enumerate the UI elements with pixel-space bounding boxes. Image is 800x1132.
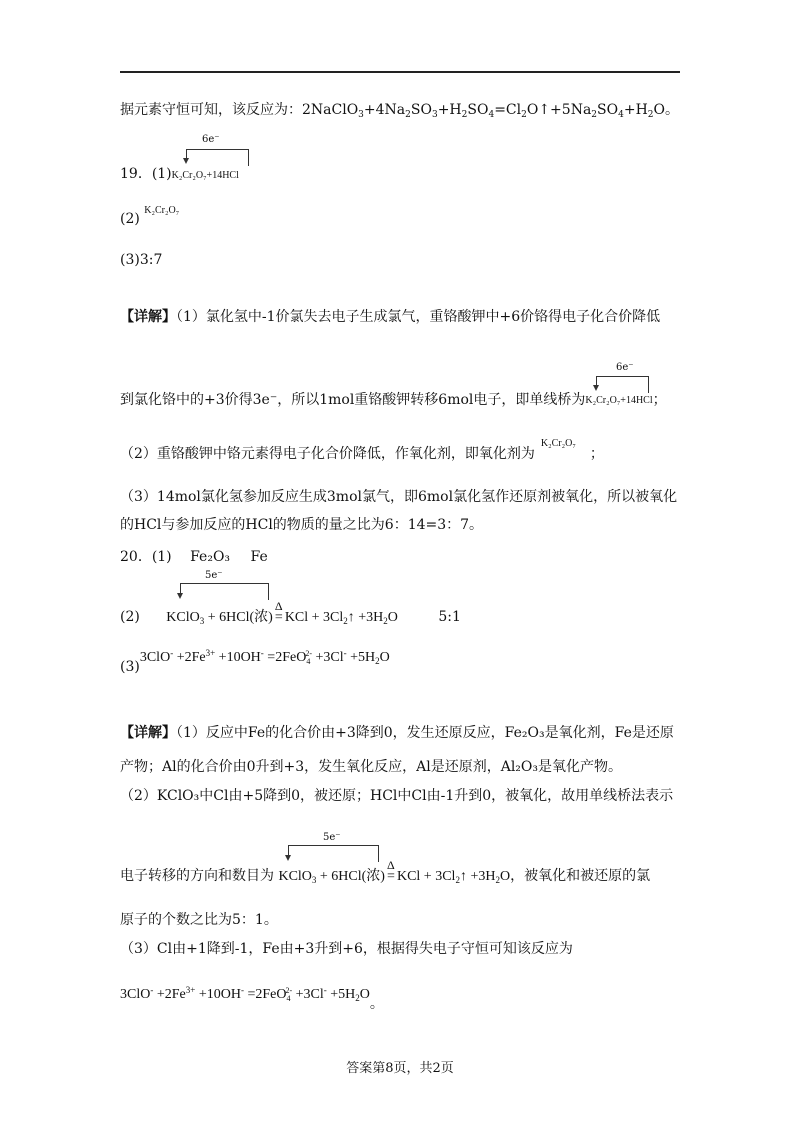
q20-equation: KClO$_3$ + 6HCl(浓) Δ = KCl + $3Cl_2↑ +3H_2O$ bbox=[166, 599, 398, 626]
q20-detail-equation: KClO$_3$ + 6HCl(浓) Δ = KCl + $3Cl_2↑ +3H_2O$ bbox=[278, 858, 511, 885]
q19-detail-label: 【详解】 bbox=[120, 309, 176, 325]
q19-number: 19．(1) bbox=[120, 166, 172, 182]
q19-detail-3b: 的HCl与参加反应的HCl的物质的量之比为6：14=3：7。 bbox=[120, 517, 484, 533]
q20-detail-2c: 原子的个数之比为5：1。 bbox=[120, 912, 278, 928]
q20-detail-label: 【详解】 bbox=[120, 725, 176, 741]
q20-ratio: 5:1 bbox=[438, 609, 461, 625]
q20-oxidant: Fe₂O₃ bbox=[190, 549, 231, 565]
q19-part2-label: (2) bbox=[120, 211, 140, 227]
q20-part2 bbox=[120, 599, 461, 627]
page-footer: 答案第8页，共2页 bbox=[346, 1061, 454, 1076]
q19-detail-3a: （3）14mol氯化氢参加反应生成3mol氯气，即6mol氯化氢作还原剂被氧化，所以被氧化 bbox=[120, 489, 678, 505]
q20-detail-3a: （3）Cl由+1降到-1，Fe由+3升到+6，根据得失电子守恒可知该反应为 bbox=[120, 941, 573, 957]
q19-part3: (3)3:7 bbox=[120, 252, 163, 268]
q20-detail-bridge: 5e⁻ bbox=[283, 832, 423, 862]
header-rule bbox=[120, 71, 680, 73]
q19-oxidant-formula: K₂Cr₂O₇ bbox=[144, 205, 180, 216]
reaction-equation: $2NaClO_3+4Na_2SO_3+H_2SO_4=Cl_2O↑+5Na_2SO_4+H_2O$。 bbox=[302, 102, 680, 120]
reaction-prefix: 据元素守恒可知，该反应为： bbox=[120, 102, 302, 118]
q20-number: 20．(1) bbox=[120, 549, 172, 565]
q20-part2-label: (2) bbox=[120, 609, 140, 625]
q20-detail-1a: 【详解】（1）反应中Fe的化合价由+3降到0，发生还原反应，Fe₂O₃是氧化剂，Fe是还原 bbox=[120, 725, 674, 741]
q20-detail-2b: 电子转移的方向和数目为 KClO$_3$ + 6HCl(浓) Δ = KCl + $3Cl_2↑ +3H_2O$，被氧化和被还原的氯 bbox=[120, 858, 651, 885]
q20-part3: $(3)3ClO^- +2Fe^{3+} +10OH^- =2FeO_4^{2-} +3Cl^- +5H_2O$ bbox=[120, 648, 390, 675]
q19-detail-bridge: 6e⁻ bbox=[580, 362, 660, 392]
q20-detail-2a: （2）KClO₃中Cl由+5降到0，被还原；HCl中Cl由-1升到0，被氧化，故用单线桥法表示 bbox=[120, 788, 674, 804]
q19-part2 bbox=[120, 205, 180, 230]
reaction-line bbox=[120, 101, 679, 119]
q19-part1 bbox=[120, 165, 239, 185]
q19-detail-2: （2）重铬酸钾中铬元素得电子化合价降低，作氧化剂，即氧化剂为$^{K_2Cr_2O_7}$； bbox=[120, 438, 604, 462]
q19-formula: K₂Cr₂O₇+14HCl bbox=[171, 170, 239, 181]
q20-detail-3b: $3ClO^- +2Fe^{3+} +10OH^- =2FeO_4^{2-} +3Cl^- +5H_2O$。 bbox=[120, 985, 384, 1012]
q20-detail-1b: 产物；Al的化合价由0升到+3，发生氧化反应，Al是还原剂，Al₂O₃是氧化产物。 bbox=[120, 759, 623, 775]
q20-bridge: 5e⁻ bbox=[175, 570, 315, 600]
q19-electron-label: 6e⁻ bbox=[202, 134, 220, 145]
q19-detail-1a: 【详解】（1）氯化氢中-1价氯失去电子生成氯气，重铬酸钾中+6价铬得电子化合价降低 bbox=[120, 309, 661, 325]
q20-part1 bbox=[120, 548, 268, 566]
q19-bridge bbox=[178, 134, 258, 168]
q20-product: Fe bbox=[250, 549, 268, 565]
q19-detail-1b: 到氯化铬中的+3价得3e⁻，所以1mol重铬酸钾转移6mol电子，即单线桥为K₂Cr₂O₇+14HCl； bbox=[120, 392, 667, 408]
